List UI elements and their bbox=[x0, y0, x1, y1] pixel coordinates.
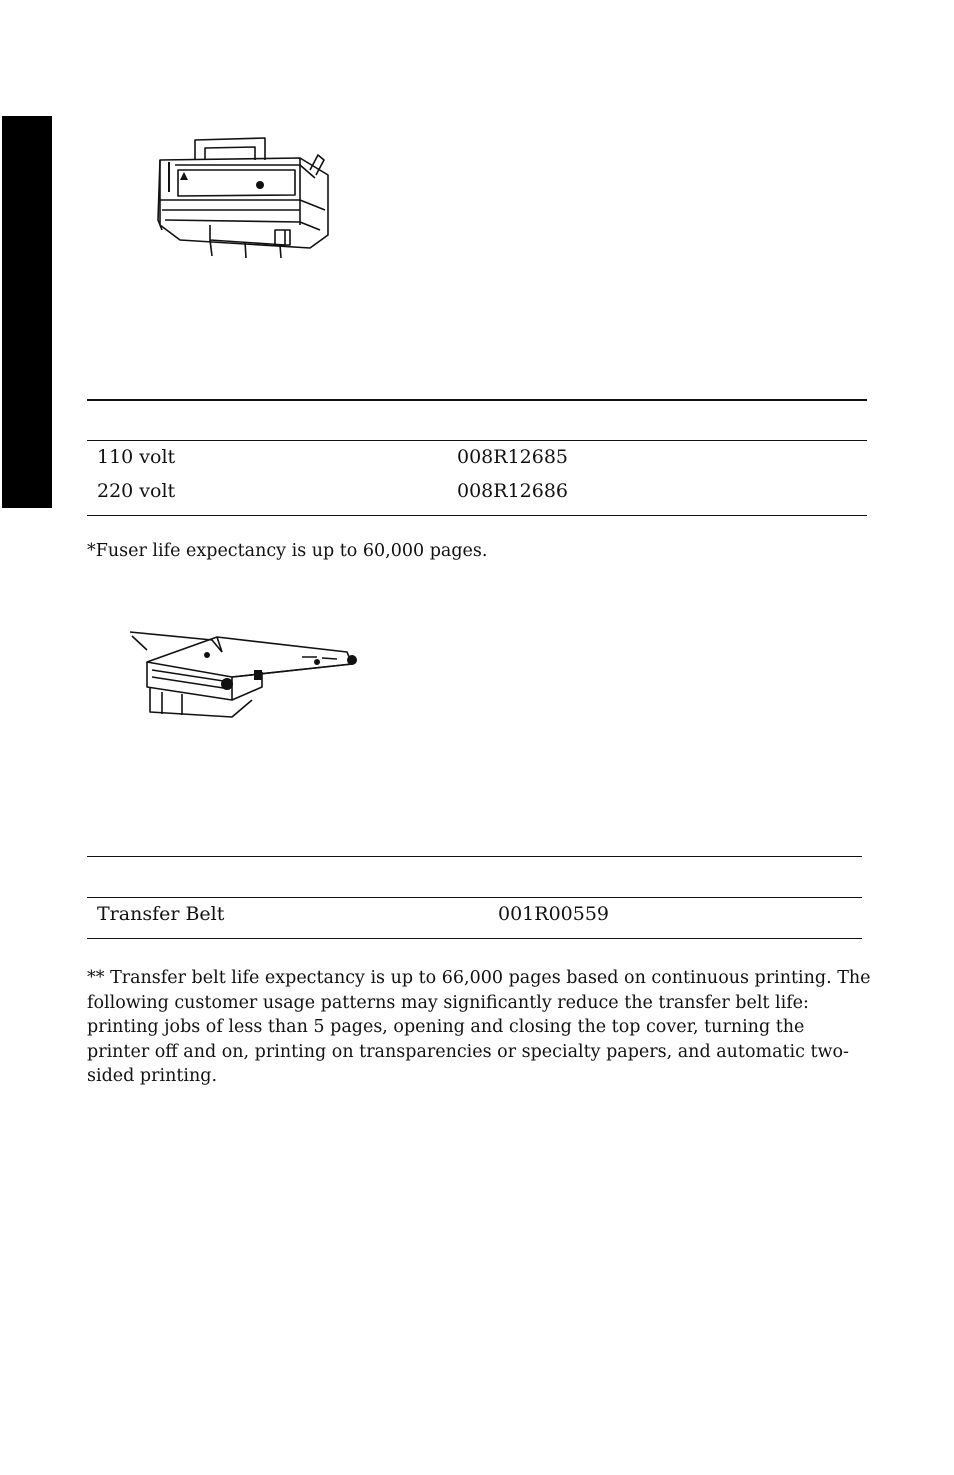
fuser-row-220-part-number: 008R12686 bbox=[457, 480, 569, 502]
transfer-belt-illustration-icon bbox=[122, 622, 362, 722]
fuser-row-220-item: 220 volt bbox=[97, 480, 176, 502]
fuser-table-top-rule bbox=[87, 399, 867, 401]
belt-footnote: ** Transfer belt life expectancy is up to 66,000 pages based on continuous printing. The following customer usage patterns may significantly reduce the transfer belt life: printing jobs of less than 5 pages, opening and closing the top cover, turning the printer off and on, printing on transparencies or specialty papers, and automatic two-sided printing. bbox=[87, 968, 871, 1086]
fuser-row-110-item: 110 volt bbox=[97, 446, 176, 468]
fuser-illustration-icon bbox=[150, 130, 340, 265]
belt-table-top-rule bbox=[87, 856, 862, 857]
belt-table-header-rule bbox=[87, 897, 862, 898]
thumb-tab bbox=[2, 116, 52, 508]
fuser-row-110-part-number: 008R12685 bbox=[457, 446, 569, 468]
fuser-footnote: *Fuser life expectancy is up to 60,000 pages. bbox=[87, 541, 488, 561]
fuser-table-header-rule bbox=[87, 440, 867, 441]
belt-row-part-number: 001R00559 bbox=[498, 903, 610, 925]
belt-table-bottom-rule bbox=[87, 938, 862, 939]
fuser-table-bottom-rule bbox=[87, 515, 867, 516]
belt-row-item: Transfer Belt bbox=[97, 903, 225, 925]
